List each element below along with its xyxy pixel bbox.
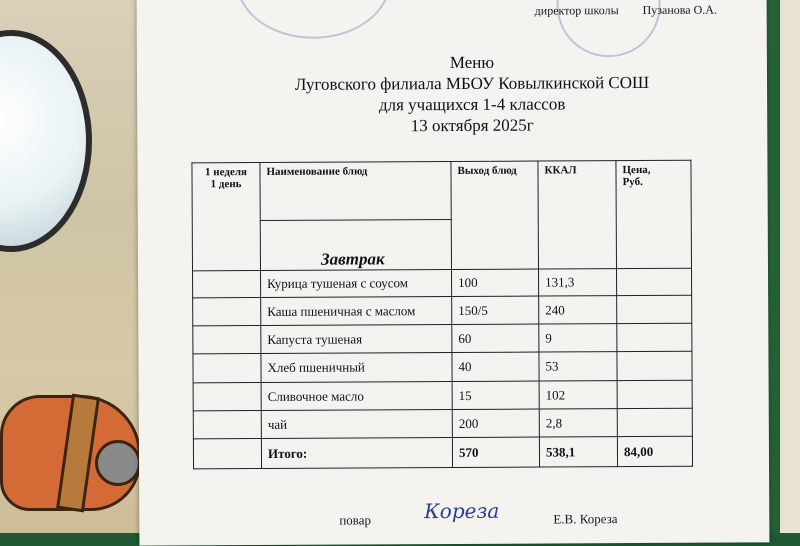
- title-line: Луговского филиала МБОУ Ковылкинской СОШ: [294, 72, 650, 94]
- dish-kcal: 9: [539, 324, 617, 352]
- name-header: Наименование блюд: [260, 162, 451, 221]
- empty-cell: [193, 411, 261, 439]
- cook-label: повар: [339, 512, 372, 528]
- empty-cell: [193, 271, 261, 298]
- week-day-header: [192, 163, 261, 271]
- price-header: [616, 160, 692, 268]
- dish-price: [617, 295, 692, 323]
- table-row: [193, 323, 692, 354]
- total-yield: 570: [452, 437, 539, 467]
- section-title: Завтрак: [260, 220, 451, 271]
- menu-table: [191, 160, 693, 470]
- dish-name: чай: [261, 410, 452, 439]
- dish-kcal: 53: [539, 352, 617, 381]
- stamp-mark: [236, 0, 391, 39]
- background-poster: [0, 0, 150, 533]
- dish-name: Курица тушеная с соусом: [261, 270, 452, 298]
- title-line: Меню: [449, 52, 495, 73]
- week-label: 1 неделя: [205, 166, 247, 179]
- total-price: 84,00: [617, 436, 692, 466]
- menu-sheet: [137, 0, 770, 546]
- dish-price: [617, 323, 692, 351]
- table-row: [193, 408, 692, 439]
- dish-yield: 60: [452, 324, 539, 352]
- cook-name: Е.В. Кореза: [553, 511, 618, 527]
- title-line: для учащихся 1-4 классов: [378, 94, 566, 115]
- director-name: Пузанова О.А.: [642, 2, 717, 18]
- dish-price: [617, 268, 692, 295]
- currency-label: Руб.: [622, 176, 643, 189]
- kcal-header: ККАЛ: [538, 161, 617, 269]
- total-row: [193, 436, 692, 469]
- table-row: [193, 268, 692, 298]
- empty-cell: [193, 326, 261, 354]
- empty-cell: [193, 383, 261, 411]
- total-kcal: 538,1: [539, 437, 617, 467]
- dish-kcal: 131,3: [539, 269, 617, 296]
- empty-cell: [193, 298, 261, 326]
- cook-signature: Кореза: [424, 498, 500, 524]
- approval-line: [535, 3, 717, 19]
- price-label: Цена,: [622, 163, 651, 177]
- menu-title: [137, 50, 800, 138]
- dish-price: [617, 380, 692, 408]
- table-row: [193, 351, 692, 383]
- bubble-illustration: [0, 30, 92, 252]
- dish-yield: 150/5: [452, 296, 539, 324]
- dish-name: Каша пшеничная с маслом: [261, 297, 452, 326]
- dish-yield: 15: [452, 381, 539, 409]
- day-label: 1 день: [210, 178, 242, 191]
- dish-yield: 100: [452, 269, 539, 296]
- table-row: [193, 380, 692, 411]
- empty-cell: [193, 354, 261, 383]
- dish-kcal: 2,8: [539, 409, 617, 437]
- dish-kcal: 102: [539, 381, 617, 409]
- director-title: директор школы: [534, 3, 619, 18]
- title-line: 13 октября 2025г: [410, 115, 534, 136]
- dish-name: Хлеб пшеничный: [261, 353, 452, 383]
- dish-yield: 200: [452, 409, 539, 437]
- dish-price: [617, 408, 692, 436]
- dish-kcal: 240: [539, 296, 617, 324]
- dish-name: Сливочное масло: [261, 382, 452, 411]
- table-row: [193, 295, 692, 326]
- total-label: Итого:: [261, 438, 452, 469]
- dish-yield: 40: [452, 352, 539, 381]
- table-header-row: [192, 160, 691, 221]
- cup-illustration: [95, 440, 141, 486]
- empty-cell: [193, 439, 261, 469]
- dish-price: [617, 351, 692, 380]
- yield-header: Выход блюд: [451, 161, 539, 269]
- dish-name: Капуста тушеная: [261, 325, 452, 354]
